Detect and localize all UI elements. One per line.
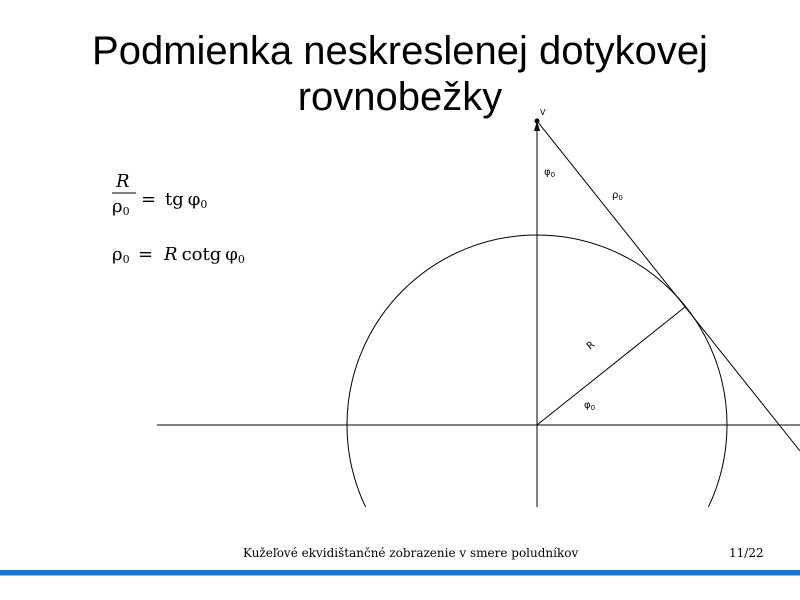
- footer-title: Kužeľové ekvidištančné zobrazenie v smere poludníkov: [243, 546, 579, 560]
- angle-phi0-top-label: $\varphi_0$: [544, 167, 556, 179]
- slide-title-line-2: rovnobežky: [297, 75, 503, 119]
- apex-label: V: [540, 108, 546, 117]
- formula-1-denominator: ρ0: [112, 196, 130, 218]
- rho0-label: $\rho_0$: [612, 190, 623, 202]
- radius-R-label: R: [584, 339, 598, 353]
- angle-phi0-center-label: $\varphi_0$: [584, 400, 596, 412]
- formula-2-equals: =: [138, 244, 154, 265]
- formula-2-rhs: R cotg φ0: [164, 244, 245, 266]
- formula-1-equals: =: [141, 189, 157, 210]
- page-number: 11/22: [729, 546, 764, 560]
- footer-bar-shadow: [0, 575, 800, 576]
- formula-1-rhs: tg φ0: [165, 189, 208, 211]
- slide-title-line-1: Podmienka neskreslenej dotykovej: [92, 29, 708, 73]
- apex-point: [535, 119, 540, 124]
- tangent-line: [537, 121, 800, 451]
- radius-line: [537, 307, 685, 425]
- formula-2-lhs: ρ0: [112, 244, 130, 266]
- formula-1-numerator: R: [116, 171, 130, 192]
